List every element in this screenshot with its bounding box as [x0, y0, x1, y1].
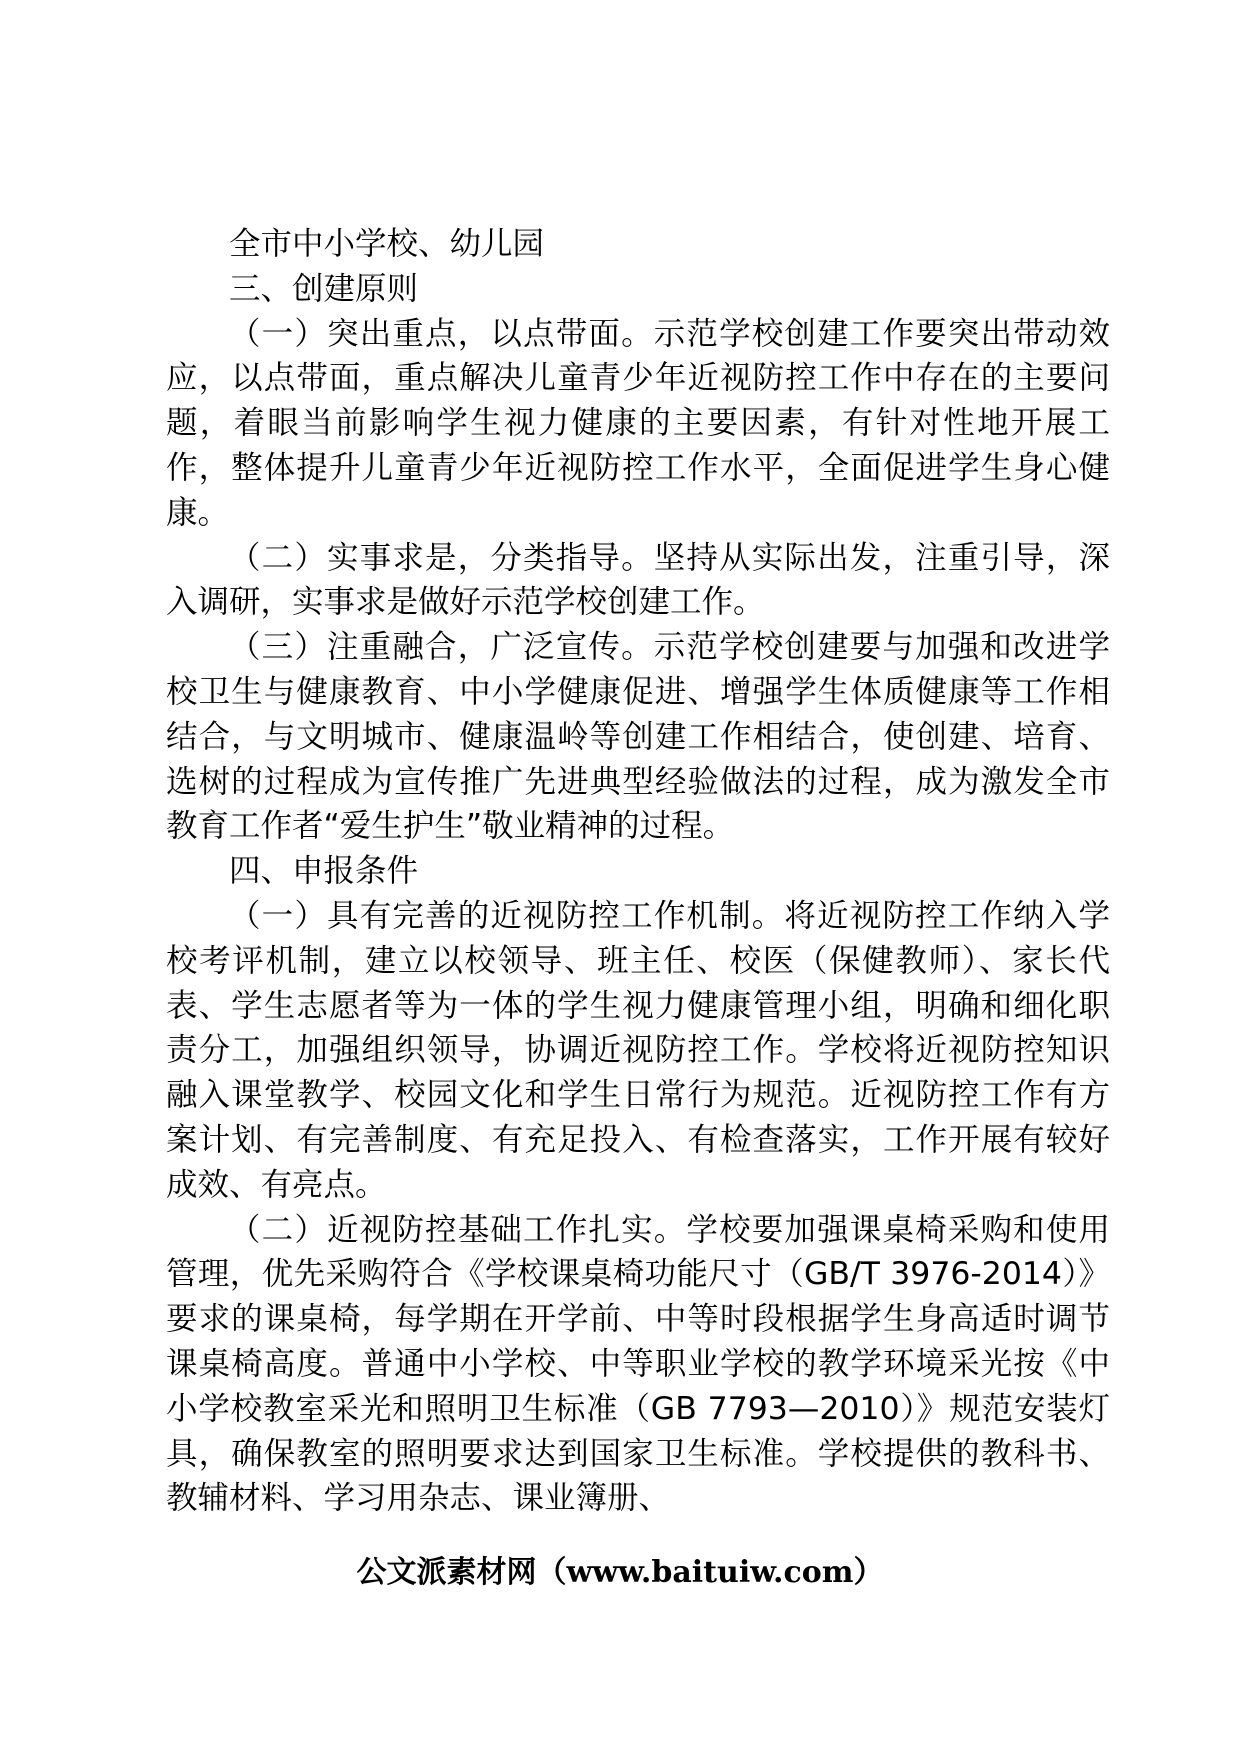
footer-watermark-text: 公文派素材网（www.baituiw.com） [356, 1555, 884, 1590]
paragraph-principle-2: （二）实事求是，分类指导。坚持从实际出发，注重引导，深入调研，实事求是做好示范学校创建工作。 [166, 539, 1110, 621]
paragraph-scope: 全市中小学校、幼儿园 [229, 226, 545, 262]
heading-requirements: 四、申报条件 [229, 853, 419, 890]
paragraph-requirement-2: （二）近视防控基础工作扎实。学校要加强课桌椅采购和使用管理，优先采购符合《学校课桌椅功能尺寸（GB/T 3976-2014）》要求的课桌椅，每学期在开学前、中等时段根据学生身高适时调节课桌椅高度。普通中小学校、中等职业学校的教学环境采光按《中小学校教室采光和照明卫生标准（GB 7793—2010）》规范安装灯具，确保教室的照明要求达到国家卫生标准。学校提供的教科书、教辅材料、学习用杂志、课业簿册、 [166, 1211, 1110, 1517]
paragraph-principle-3: （三）注重融合，广泛宣传。示范学校创建要与加强和改进学校卫生与健康教育、中小学健康促进、增强学生体质健康等工作相结合，与文明城市、健康温岭等创建工作相结合，使创建、培育、选树的过程成为宣传推广先进典型经验做法的过程，成为激发全市教育工作者“爱生护生”敬业精神的过程。 [166, 629, 1110, 845]
document-body [166, 222, 1110, 1521]
paragraph-principle-1: （一）突出重点，以点带面。示范学校创建工作要突出带动效应，以点带面，重点解决儿童青少年近视防控工作中存在的主要问题，着眼当前影响学生视力健康的主要因素，有针对性地开展工作，整体提升儿童青少年近视防控工作水平，全面促进学生身心健康。 [166, 315, 1110, 531]
heading-principles: 三、创建原则 [229, 270, 419, 307]
paragraph-requirement-1: （一）具有完善的近视防控工作机制。将近视防控工作纳入学校考评机制，建立以校领导、班主任、校医（保健教师）、家长代表、学生志愿者等为一体的学生视力健康管理小组，明确和细化职责分工，加强组织领导，协调近视防控工作。学校将近视防控知识融入课堂教学、校园文化和学生日常行为规范。近视防控工作有方案计划、有完善制度、有充足投入、有检查落实，工作开展有较好成效、有亮点。 [166, 897, 1110, 1203]
